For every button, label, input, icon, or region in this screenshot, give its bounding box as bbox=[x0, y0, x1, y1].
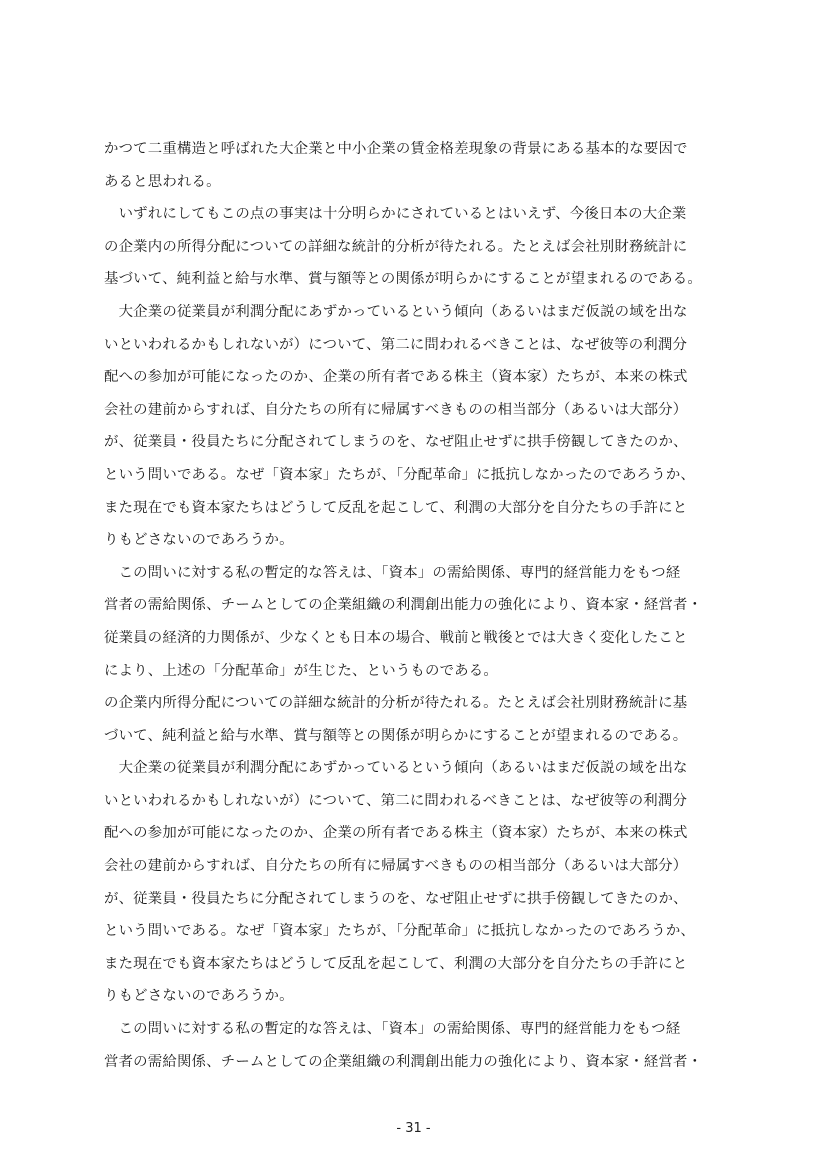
text-line: 従業員の経済的力関係が、少なくとも日本の場合、戦前と戦後とでは大きく変化したこと bbox=[104, 629, 688, 646]
text-line: 基づいて、純利益と給与水準、賞与額等との関係が明らかにすることが望まれるのである。 bbox=[104, 271, 702, 288]
text-line: づいて、純利益と給与水準、賞与額等との関係が明らかにすることが望まれるのである。 bbox=[104, 727, 688, 744]
text-line: あると思われる。 bbox=[104, 173, 221, 190]
text-line: 配への参加が可能になったのか、企業の所有者である株主（資本家）たちが、本来の株式 bbox=[104, 369, 688, 386]
text-line: 大企業の従業員が利潤分配にあずかっているという傾向（あるいはまだ仮説の域を出な bbox=[104, 303, 688, 320]
text-line: が、従業員・役員たちに分配されてしまうのを、なぜ阻止せずに拱手傍観してきたのか、 bbox=[104, 434, 688, 451]
text-line: の企業内所得分配についての詳細な統計的分析が待たれる。たとえば会社別財務統計に基 bbox=[104, 695, 688, 712]
text-line: が、従業員・役員たちに分配されてしまうのを、なぜ阻止せずに拱手傍観してきたのか、 bbox=[104, 890, 688, 907]
text-line: りもどさないのであろうか。 bbox=[104, 988, 294, 1005]
text-line: この問いに対する私の暫定的な答えは、「資本」の需給関係、専門的経営能力をもつ経 bbox=[104, 1021, 681, 1038]
text-line: 配への参加が可能になったのか、企業の所有者である株主（資本家）たちが、本来の株式 bbox=[104, 825, 688, 842]
text-line: この問いに対する私の暫定的な答えは、「資本」の需給関係、専門的経営能力をもつ経 bbox=[104, 564, 681, 581]
text-line: また現在でも資本家たちはどうして反乱を起こして、利潤の大部分を自分たちの手許にと bbox=[104, 499, 688, 516]
text-line: 営者の需給関係、チームとしての企業組織の利潤創出能力の強化により、資本家・経営者・ bbox=[104, 597, 703, 614]
text-line: かつて二重構造と呼ばれた大企業と中小企業の賃金格差現象の背景にある基本的な要因で bbox=[104, 141, 688, 157]
text-line: という問いである。なぜ「資本家」たちが、「分配革命」に抵抗しなかったのであろうか、 bbox=[104, 466, 696, 483]
text-line: 会社の建前からすれば、自分たちの所有に帰属すべきものの相当部分（あるいは大部分） bbox=[104, 858, 688, 875]
text-line: また現在でも資本家たちはどうして反乱を起こして、利潤の大部分を自分たちの手許にと bbox=[104, 955, 688, 972]
text-line: により、上述の「分配革命」が生じた、というものである。 bbox=[104, 662, 498, 679]
text-line: りもどさないのであろうか。 bbox=[104, 532, 294, 549]
text-line: という問いである。なぜ「資本家」たちが、「分配革命」に抵抗しなかったのであろうか、 bbox=[104, 923, 696, 940]
text-line: 営者の需給関係、チームとしての企業組織の利潤創出能力の強化により、資本家・経営者・ bbox=[104, 1053, 703, 1070]
text-line: の企業内の所得分配についての詳細な統計的分析が待たれる。たとえば会社別財務統計に bbox=[104, 238, 688, 255]
text-line: いといわれるかもしれないが）について、第二に問われるべきことは、なぜ彼等の利潤分 bbox=[104, 336, 688, 353]
text-line: いずれにしてもこの点の事実は十分明らかにされているとはいえず、今後日本の大企業 bbox=[104, 206, 687, 223]
text-line: 大企業の従業員が利潤分配にあずかっているという傾向（あるいはまだ仮説の域を出な bbox=[104, 760, 688, 777]
text-line: 会社の建前からすれば、自分たちの所有に帰属すべきものの相当部分（あるいは大部分） bbox=[104, 401, 688, 418]
text-line: いといわれるかもしれないが）について、第二に問われるべきことは、なぜ彼等の利潤分 bbox=[104, 792, 688, 809]
body-text bbox=[104, 133, 744, 1078]
page-number: - 31 - bbox=[396, 1121, 431, 1136]
